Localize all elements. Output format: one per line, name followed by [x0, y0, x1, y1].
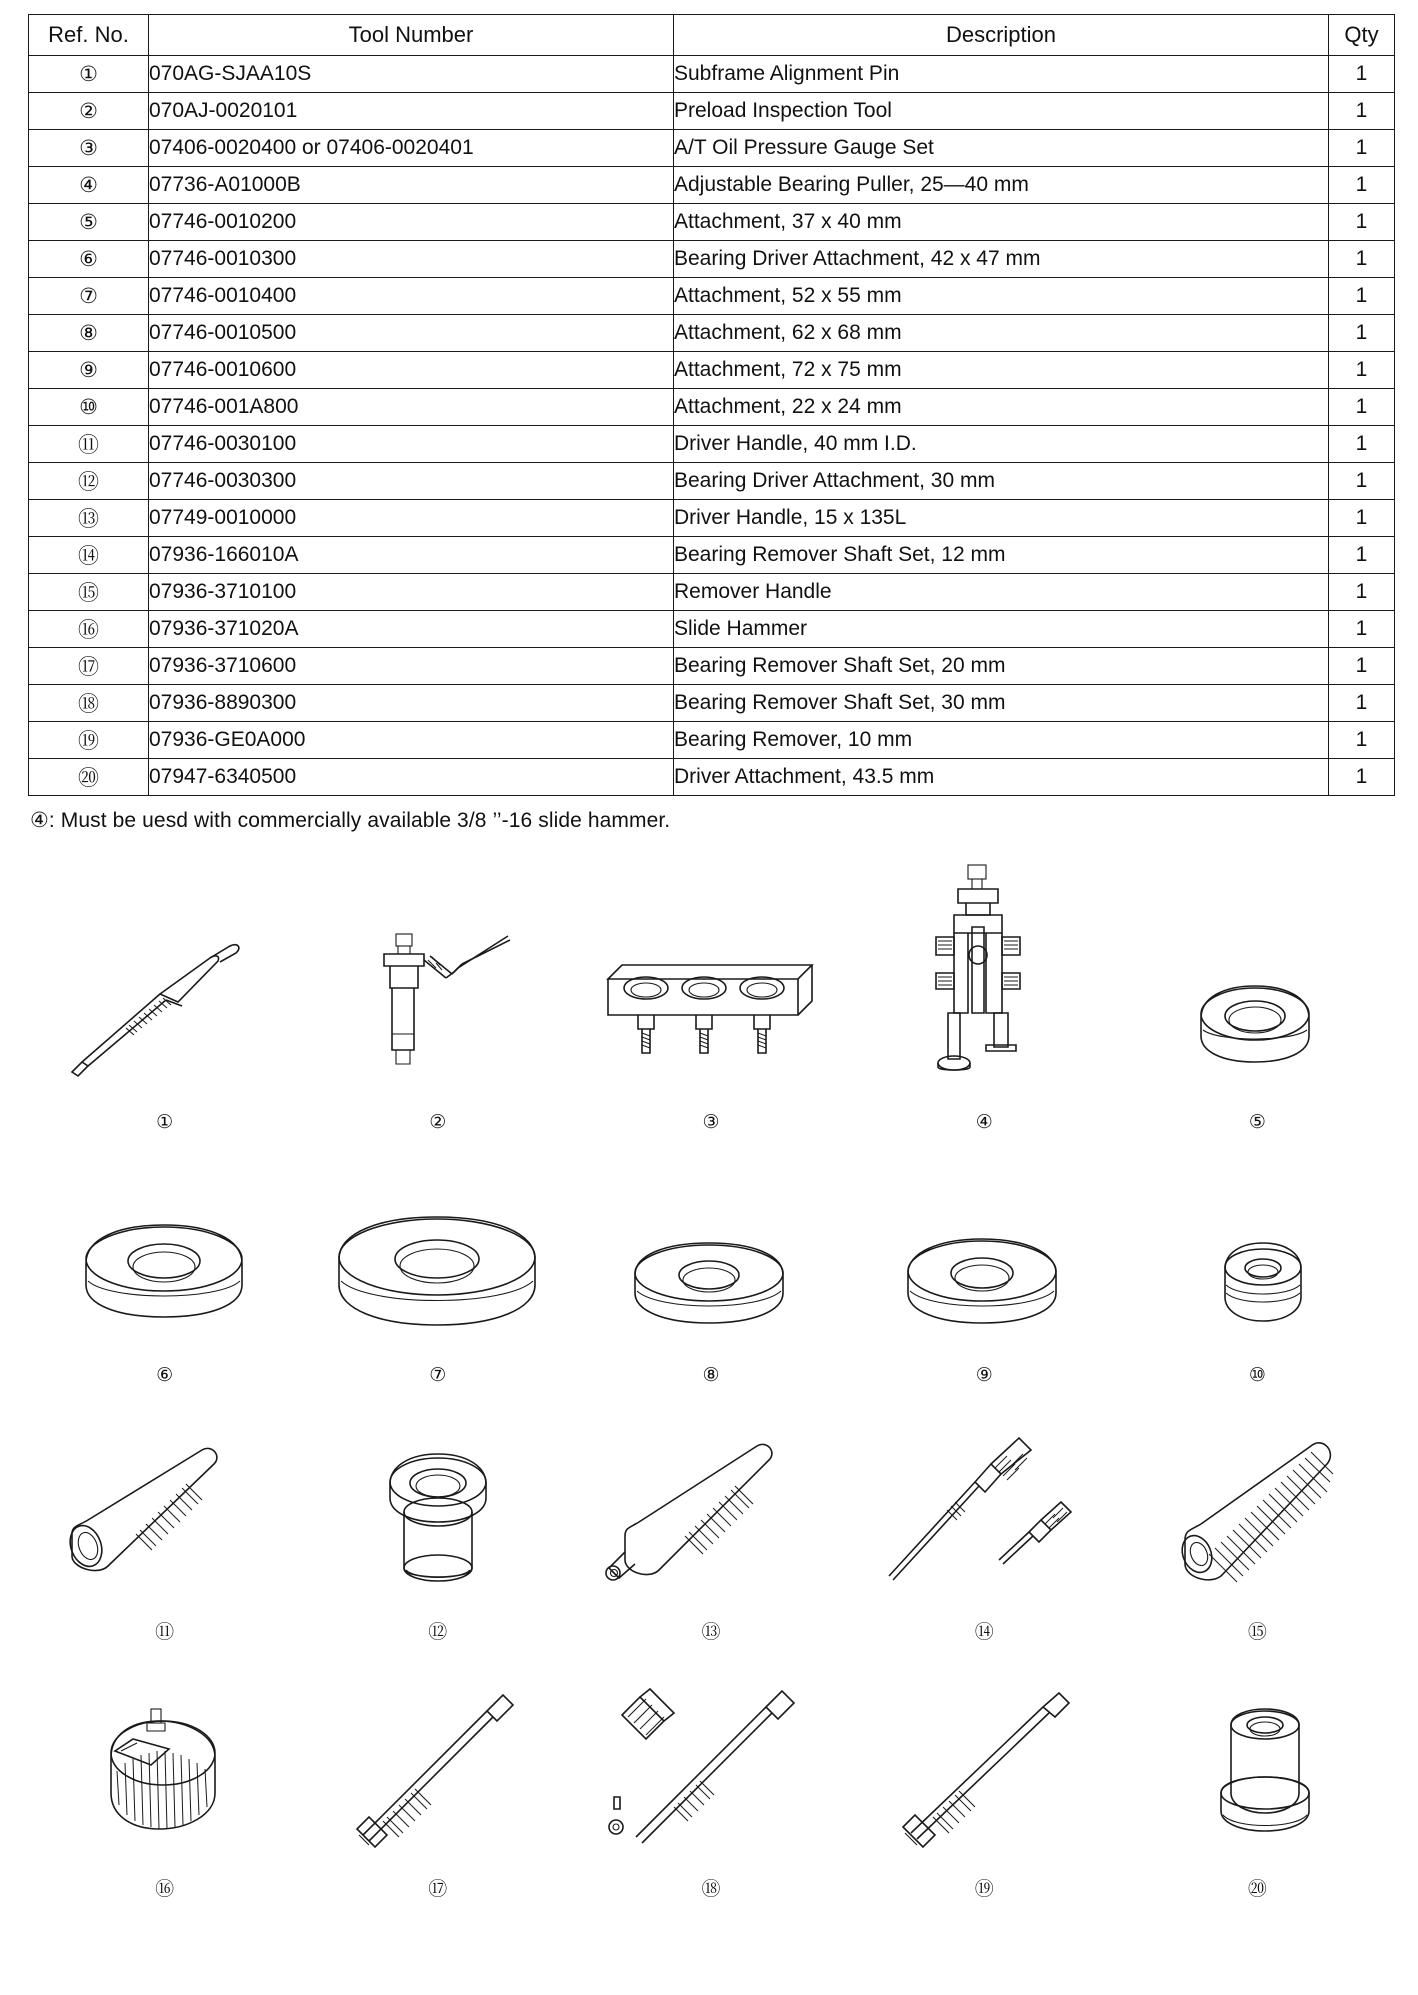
cell-qty: 1 [1329, 204, 1395, 241]
cell-qty: 1 [1329, 611, 1395, 648]
figure-item [574, 1670, 847, 1927]
column-header-ref-no: Ref. No. [29, 15, 149, 56]
cell-ref: ⑲ [29, 722, 149, 759]
bearing-remover-shaft-set-20mm-icon [301, 1670, 574, 1860]
preload-inspection-tool-icon [301, 907, 574, 1097]
cell-description: Bearing Remover Shaft Set, 30 mm [674, 685, 1329, 722]
cell-qty: 1 [1329, 759, 1395, 796]
figure-row-2 [28, 1160, 1394, 1413]
cell-qty: 1 [1329, 56, 1395, 93]
figure-item [28, 1160, 301, 1413]
footnote: ④: Must be uesd with commercially available 3/8 ’’-16 slide hammer. [30, 809, 671, 832]
cell-qty: 1 [1329, 426, 1395, 463]
special-tools-table [28, 14, 1395, 796]
figure-item [848, 1670, 1121, 1927]
figure-item [301, 1413, 574, 1670]
figure-row-1 [28, 857, 1394, 1160]
cell-qty: 1 [1329, 315, 1395, 352]
cell-tool-number: 07936-371020A [149, 611, 674, 648]
cell-description: Bearing Driver Attachment, 30 mm [674, 463, 1329, 500]
figure-label: ⑥ [156, 1365, 174, 1386]
table-row [29, 463, 1395, 500]
cell-ref: ① [29, 56, 149, 93]
driver-attachment-43-5mm-icon [1121, 1670, 1394, 1860]
cell-tool-number: 07936-GE0A000 [149, 722, 674, 759]
cell-description: A/T Oil Pressure Gauge Set [674, 130, 1329, 167]
cell-ref: ⑯ [29, 611, 149, 648]
cell-description: Bearing Remover Shaft Set, 12 mm [674, 537, 1329, 574]
cell-qty: 1 [1329, 130, 1395, 167]
cell-tool-number: 070AG-SJAA10S [149, 56, 674, 93]
column-header-qty: Qty [1329, 15, 1395, 56]
cell-qty: 1 [1329, 648, 1395, 685]
attachment-62x68-icon [574, 1160, 847, 1350]
figure-item [848, 1160, 1121, 1413]
adjustable-bearing-puller-icon [848, 857, 1121, 1097]
cell-ref: ⑧ [29, 315, 149, 352]
table-row [29, 315, 1395, 352]
bearing-driver-attachment-30mm-icon [301, 1413, 574, 1603]
bearing-remover-10mm-icon [848, 1670, 1121, 1860]
figure-label: ⑨ [975, 1365, 993, 1386]
cell-tool-number: 07746-0010500 [149, 315, 674, 352]
cell-tool-number: 07936-3710600 [149, 648, 674, 685]
remover-handle-icon [1121, 1413, 1394, 1603]
table-row [29, 500, 1395, 537]
attachment-52x55-icon [301, 1160, 574, 1350]
figure-label: ① [156, 1112, 174, 1133]
figure-label: ③ [702, 1112, 720, 1133]
cell-tool-number: 07746-0010400 [149, 278, 674, 315]
cell-ref: ⑤ [29, 204, 149, 241]
cell-tool-number: 07936-8890300 [149, 685, 674, 722]
cell-ref: ⑳ [29, 759, 149, 796]
figure-label: ⑪ [155, 1622, 175, 1643]
cell-ref: ⑨ [29, 352, 149, 389]
attachment-22x24-icon [1121, 1160, 1394, 1350]
cell-ref: ③ [29, 130, 149, 167]
figure-item [574, 857, 847, 1160]
cell-tool-number: 07736-A01000B [149, 167, 674, 204]
figure-label: ⑬ [701, 1622, 721, 1643]
figure-item [1121, 1670, 1394, 1927]
figure-item [301, 1670, 574, 1927]
driver-handle-15x135l-icon [574, 1413, 847, 1603]
cell-tool-number: 07746-0010200 [149, 204, 674, 241]
cell-tool-number: 07746-0010300 [149, 241, 674, 278]
cell-tool-number: 07746-001A800 [149, 389, 674, 426]
cell-qty: 1 [1329, 352, 1395, 389]
figure-grid [28, 857, 1394, 1927]
table-row [29, 278, 1395, 315]
figure-label: ⑲ [974, 1879, 994, 1900]
cell-ref: ⑭ [29, 537, 149, 574]
figure-item [301, 1160, 574, 1413]
cell-description: Bearing Driver Attachment, 42 x 47 mm [674, 241, 1329, 278]
figure-item [574, 1413, 847, 1670]
cell-description: Attachment, 37 x 40 mm [674, 204, 1329, 241]
table-row [29, 426, 1395, 463]
table-row [29, 93, 1395, 130]
bearing-remover-shaft-set-30mm-icon [574, 1670, 847, 1860]
cell-qty: 1 [1329, 389, 1395, 426]
figure-label: ⑰ [428, 1879, 448, 1900]
figure-label: ⑳ [1247, 1879, 1267, 1900]
table-row [29, 722, 1395, 759]
cell-ref: ⑩ [29, 389, 149, 426]
cell-ref: ⑬ [29, 500, 149, 537]
figure-item [28, 857, 301, 1160]
cell-description: Driver Attachment, 43.5 mm [674, 759, 1329, 796]
figure-label: ⑱ [701, 1879, 721, 1900]
figure-label: ⑫ [428, 1622, 448, 1643]
bearing-driver-attachment-42x47-icon [28, 1160, 301, 1350]
table-header-row [29, 15, 1395, 56]
table-row [29, 241, 1395, 278]
figure-item [848, 1413, 1121, 1670]
cell-description: Attachment, 72 x 75 mm [674, 352, 1329, 389]
cell-tool-number: 07936-3710100 [149, 574, 674, 611]
cell-ref: ⑱ [29, 685, 149, 722]
figure-label: ⑧ [702, 1365, 720, 1386]
cell-description: Attachment, 22 x 24 mm [674, 389, 1329, 426]
table-row [29, 574, 1395, 611]
figure-item [1121, 1160, 1394, 1413]
cell-description: Attachment, 62 x 68 mm [674, 315, 1329, 352]
bearing-remover-shaft-set-12mm-icon [848, 1413, 1121, 1603]
column-header-tool-number: Tool Number [149, 15, 674, 56]
cell-ref: ⑥ [29, 241, 149, 278]
subframe-alignment-pin-icon [28, 907, 301, 1097]
cell-description: Preload Inspection Tool [674, 93, 1329, 130]
cell-ref: ⑰ [29, 648, 149, 685]
cell-tool-number: 07406-0020400 or 07406-0020401 [149, 130, 674, 167]
table-row [29, 611, 1395, 648]
cell-qty: 1 [1329, 241, 1395, 278]
cell-tool-number: 070AJ-0020101 [149, 93, 674, 130]
figure-row-4 [28, 1670, 1394, 1927]
cell-qty: 1 [1329, 685, 1395, 722]
table-row [29, 167, 1395, 204]
cell-description: Bearing Remover, 10 mm [674, 722, 1329, 759]
cell-ref: ⑦ [29, 278, 149, 315]
figure-item [1121, 857, 1394, 1160]
cell-tool-number: 07947-6340500 [149, 759, 674, 796]
cell-description: Remover Handle [674, 574, 1329, 611]
table-row [29, 685, 1395, 722]
cell-description: Subframe Alignment Pin [674, 56, 1329, 93]
cell-ref: ② [29, 93, 149, 130]
cell-ref: ⑫ [29, 463, 149, 500]
figure-label: ⑮ [1247, 1622, 1267, 1643]
driver-handle-40mm-icon [28, 1413, 301, 1603]
cell-description: Driver Handle, 40 mm I.D. [674, 426, 1329, 463]
table-row [29, 352, 1395, 389]
figure-item [28, 1670, 301, 1927]
attachment-72x75-icon [848, 1160, 1121, 1350]
figure-label: ⑭ [974, 1622, 994, 1643]
attachment-37x40-icon [1121, 907, 1394, 1097]
slide-hammer-icon [28, 1670, 301, 1860]
cell-description: Driver Handle, 15 x 135L [674, 500, 1329, 537]
cell-qty: 1 [1329, 167, 1395, 204]
table-row [29, 56, 1395, 93]
cell-tool-number: 07746-0010600 [149, 352, 674, 389]
at-oil-pressure-gauge-set-icon [574, 907, 847, 1097]
figure-item [574, 1160, 847, 1413]
figure-item [1121, 1413, 1394, 1670]
cell-qty: 1 [1329, 278, 1395, 315]
cell-description: Adjustable Bearing Puller, 25—40 mm [674, 167, 1329, 204]
table-row [29, 389, 1395, 426]
figure-item [848, 857, 1121, 1160]
column-header-description: Description [674, 15, 1329, 56]
table-row [29, 759, 1395, 796]
cell-ref: ④ [29, 167, 149, 204]
cell-qty: 1 [1329, 722, 1395, 759]
cell-qty: 1 [1329, 537, 1395, 574]
cell-qty: 1 [1329, 93, 1395, 130]
figure-label: ⑯ [155, 1879, 175, 1900]
cell-qty: 1 [1329, 574, 1395, 611]
cell-tool-number: 07749-0010000 [149, 500, 674, 537]
cell-description: Slide Hammer [674, 611, 1329, 648]
cell-tool-number: 07746-0030100 [149, 426, 674, 463]
cell-ref: ⑮ [29, 574, 149, 611]
cell-description: Bearing Remover Shaft Set, 20 mm [674, 648, 1329, 685]
figure-label: ② [429, 1112, 447, 1133]
cell-qty: 1 [1329, 463, 1395, 500]
cell-tool-number: 07746-0030300 [149, 463, 674, 500]
figure-label: ⑩ [1248, 1365, 1266, 1386]
cell-qty: 1 [1329, 500, 1395, 537]
figure-item [301, 857, 574, 1160]
figure-label: ⑦ [429, 1365, 447, 1386]
table-row [29, 648, 1395, 685]
table-row [29, 130, 1395, 167]
cell-tool-number: 07936-166010A [149, 537, 674, 574]
figure-label: ⑤ [1248, 1112, 1266, 1133]
figure-row-3 [28, 1413, 1394, 1670]
table-row [29, 204, 1395, 241]
cell-description: Attachment, 52 x 55 mm [674, 278, 1329, 315]
cell-ref: ⑪ [29, 426, 149, 463]
figure-item [28, 1413, 301, 1670]
table-row [29, 537, 1395, 574]
figure-label: ④ [975, 1112, 993, 1133]
